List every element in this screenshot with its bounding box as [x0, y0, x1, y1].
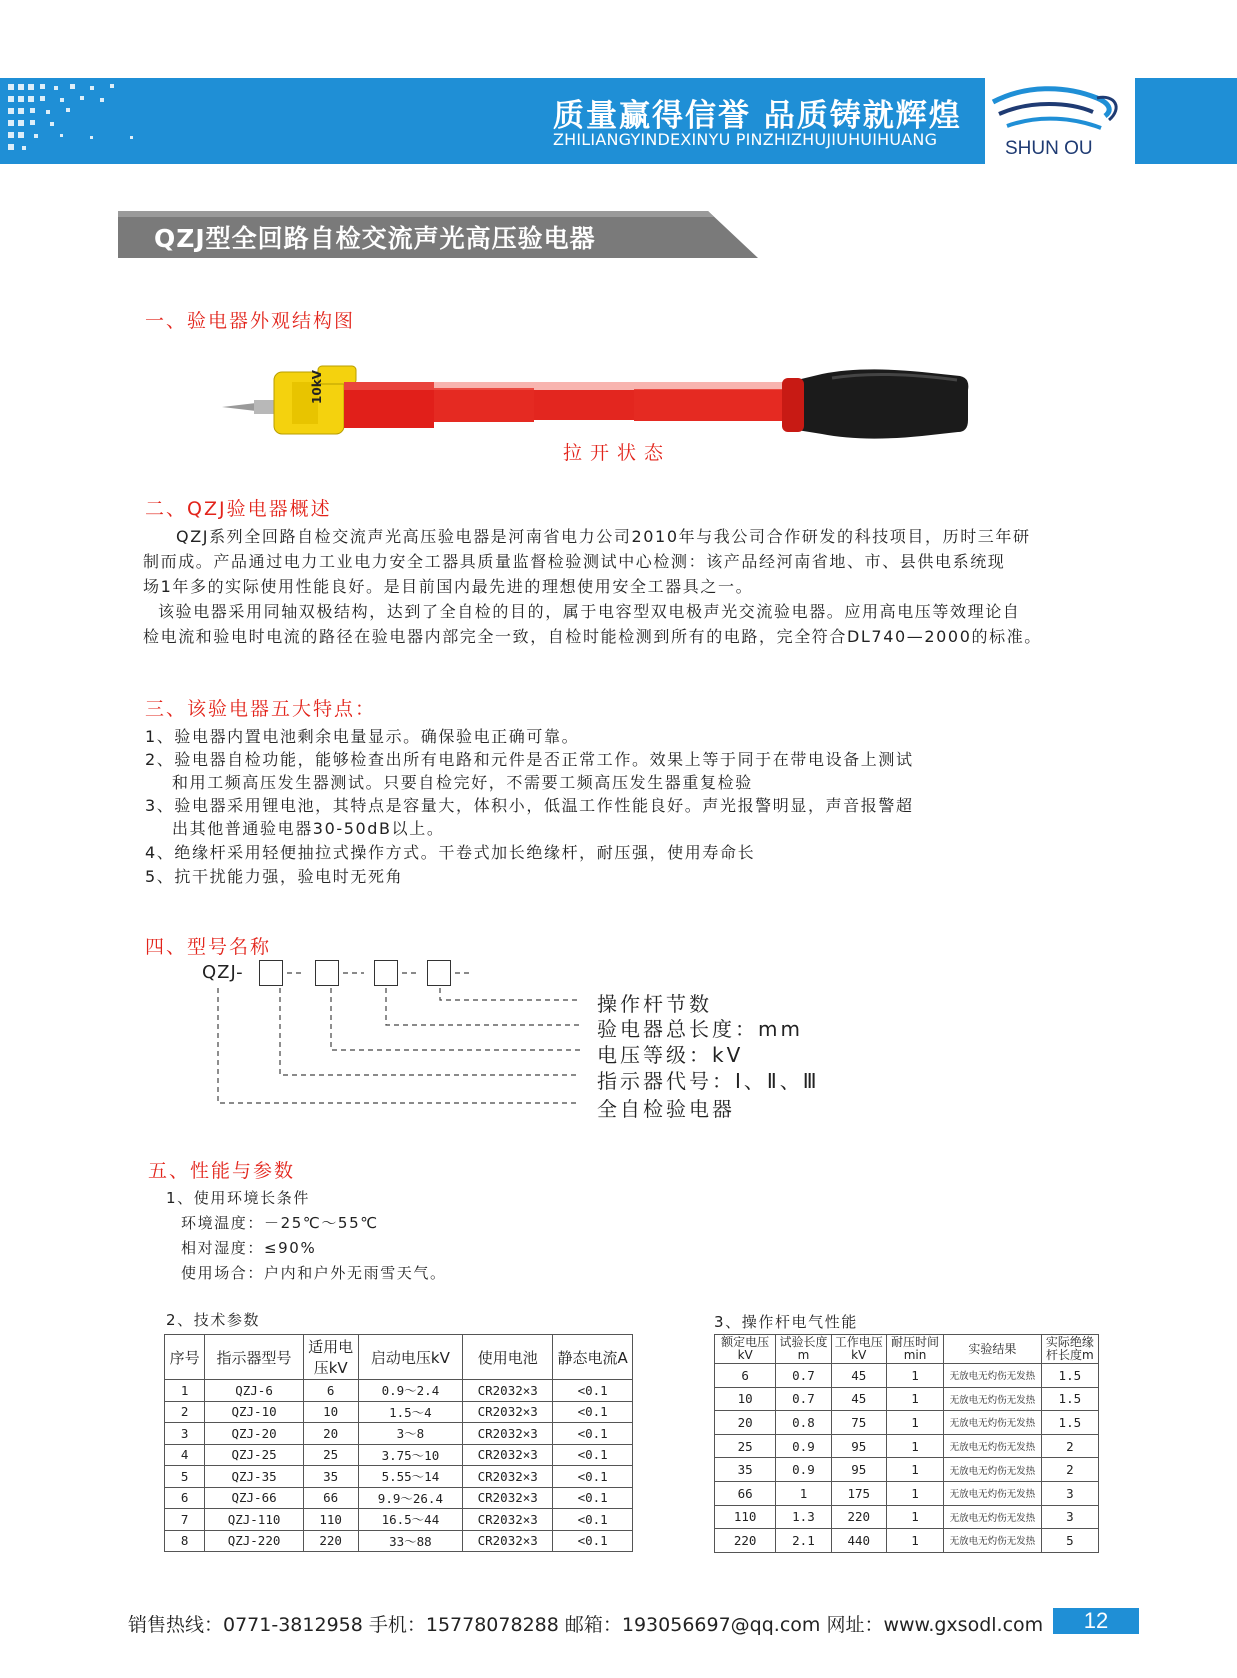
table-cell: 1.5～4 [358, 1401, 463, 1423]
table-cell: 无放电无灼伤无发热 [944, 1411, 1042, 1435]
col-header: 额定电压kV [715, 1335, 776, 1364]
table-cell: 1.5 [1041, 1364, 1098, 1388]
table-cell: 5 [165, 1466, 205, 1488]
table-cell: 4 [165, 1444, 205, 1466]
table-row [715, 1481, 1099, 1505]
logo-text: SHUN OU [1005, 138, 1093, 159]
table-row [715, 1364, 1099, 1388]
product-title: QZJ型全回路自检交流声光高压验电器 [154, 224, 596, 253]
table-row [165, 1401, 633, 1423]
model-label-type: 全自检验电器 [597, 1097, 735, 1121]
table-cell: 25 [303, 1444, 358, 1466]
wave-logo-icon [985, 80, 1135, 140]
rod-performance-table [714, 1334, 1099, 1553]
col-header: 静态电流A [553, 1335, 633, 1380]
table-cell: 1 [886, 1411, 943, 1435]
table-row [165, 1487, 633, 1509]
col-header: 适用电压kV [303, 1335, 358, 1380]
overview-line-5: 检电流和验电时电流的路径在验电器内部完全一致，自检时能检测到所有的电路，完全符合DL740—2000的标准。 [143, 627, 1042, 646]
rod-performance-subheading: 3、操作杆电气性能 [714, 1313, 858, 1331]
col-header: 启动电压kV [358, 1335, 463, 1380]
overview-line-3: 场1年多的实际使用性能良好。是目前国内最先进的理想使用安全工器具之一。 [143, 577, 754, 596]
table-cell: <0.1 [553, 1509, 633, 1531]
model-label-indicator: 指示器代号：Ⅰ、Ⅱ、Ⅲ [597, 1069, 820, 1093]
table-cell: 33～88 [358, 1530, 463, 1552]
table-row [165, 1380, 633, 1402]
table-row [165, 1423, 633, 1445]
slogan-cn: 质量赢得信誉 品质铸就辉煌 [553, 98, 962, 134]
table-cell: 8 [165, 1530, 205, 1552]
table-cell: 9.9～26.4 [358, 1487, 463, 1509]
table-cell: 无放电无灼伤无发热 [944, 1458, 1042, 1482]
table-cell: 5 [1041, 1529, 1098, 1553]
table-cell: CR2032×3 [463, 1509, 553, 1531]
table-cell: 25 [715, 1434, 776, 1458]
table-cell: 220 [831, 1505, 886, 1529]
table-cell: <0.1 [553, 1401, 633, 1423]
table-cell: 75 [831, 1411, 886, 1435]
feature-line-3: 和用工频高压发生器测试。只要自检完好，不需要工频高压发生器重复检验 [172, 773, 753, 792]
section-1-heading: 一、验电器外观结构图 [145, 310, 356, 332]
col-header: 指示器型号 [205, 1335, 303, 1380]
table-cell: 1 [886, 1387, 943, 1411]
table-cell: 2 [1041, 1458, 1098, 1482]
table-cell: 20 [715, 1411, 776, 1435]
table-cell: 0.9 [776, 1458, 831, 1482]
table-row [165, 1530, 633, 1552]
table-cell: CR2032×3 [463, 1444, 553, 1466]
feature-line-5: 出其他普通验电器30-50dB以上。 [172, 819, 445, 838]
section-2-heading: 二、QZJ验电器概述 [145, 498, 332, 520]
table-cell: 1 [165, 1380, 205, 1402]
table-cell: 2 [1041, 1434, 1098, 1458]
table-cell: CR2032×3 [463, 1530, 553, 1552]
table-cell: 无放电无灼伤无发热 [944, 1434, 1042, 1458]
image-caption: 拉开状态 [563, 442, 672, 464]
table-cell: 66 [715, 1481, 776, 1505]
table-cell: 5.55～14 [358, 1466, 463, 1488]
slogan-pinyin: ZHILIANGYINDEXINYU PINZHIZHUJIUHUIHUANG [553, 130, 938, 149]
table-cell: 无放电无灼伤无发热 [944, 1529, 1042, 1553]
table-cell: CR2032×3 [463, 1380, 553, 1402]
overview-line-4: 该验电器采用同轴双极结构，达到了全自检的目的，属于电容型双电极声光交流验电器。应用高电压等效理论自 [158, 602, 1021, 621]
table-cell: <0.1 [553, 1530, 633, 1552]
table-cell: 440 [831, 1529, 886, 1553]
table-cell: 220 [715, 1529, 776, 1553]
section-3-heading: 三、该验电器五大特点： [145, 698, 377, 720]
table-cell: 6 [165, 1487, 205, 1509]
table-cell: 0.9～2.4 [358, 1380, 463, 1402]
table-cell: 3～8 [358, 1423, 463, 1445]
footer-contact: 销售热线：0771-3812958 手机：15778078288 邮箱：193056697@qq.com 网址：www.gxsodl.com [128, 1614, 1044, 1636]
table-cell: 45 [831, 1364, 886, 1388]
table-cell: <0.1 [553, 1423, 633, 1445]
page-number: 12 [1053, 1608, 1139, 1634]
table-cell: 无放电无灼伤无发热 [944, 1364, 1042, 1388]
table-cell: 1.5 [1041, 1411, 1098, 1435]
table-cell: QZJ-10 [205, 1401, 303, 1423]
table-cell: 45 [831, 1387, 886, 1411]
table-header-row [715, 1335, 1099, 1364]
table-cell: 1 [886, 1481, 943, 1505]
table-cell: 10 [715, 1387, 776, 1411]
tech-params-table [164, 1334, 633, 1552]
model-label-voltage: 电压等级：kV [597, 1043, 744, 1067]
table-cell: QZJ-6 [205, 1380, 303, 1402]
col-header: 试验长度m [776, 1335, 831, 1364]
table-cell: 无放电无灼伤无发热 [944, 1505, 1042, 1529]
table-cell: 3 [165, 1423, 205, 1445]
table-cell: 35 [715, 1458, 776, 1482]
col-header: 实验结果 [944, 1335, 1042, 1364]
table-cell: 1 [886, 1458, 943, 1482]
col-header: 耐压时间min [886, 1335, 943, 1364]
table-cell: 20 [303, 1423, 358, 1445]
table-cell: QZJ-220 [205, 1530, 303, 1552]
feature-line-7: 5、抗干扰能力强，验电时无死角 [145, 867, 404, 886]
product-title-bar [118, 211, 758, 258]
table-cell: CR2032×3 [463, 1487, 553, 1509]
feature-line-2: 2、验电器自检功能，能够检查出所有电路和元件是否正常工作。效果上等于同于在带电设备上测试 [145, 750, 914, 769]
table-row [165, 1509, 633, 1531]
table-cell: 110 [303, 1509, 358, 1531]
col-header: 工作电压kV [831, 1335, 886, 1364]
table-cell: 3 [1041, 1505, 1098, 1529]
table-header-row [165, 1335, 633, 1380]
table-cell: 1 [886, 1364, 943, 1388]
table-cell: 3.75～10 [358, 1444, 463, 1466]
col-header: 序号 [165, 1335, 205, 1380]
feature-line-6: 4、绝缘杆采用轻便抽拉式操作方式。干卷式加长绝缘杆，耐压强，使用寿命长 [145, 843, 756, 862]
header-banner [0, 78, 1237, 164]
table-cell: CR2032×3 [463, 1423, 553, 1445]
pixel-decoration [0, 78, 170, 164]
table-cell: 95 [831, 1458, 886, 1482]
table-row [715, 1411, 1099, 1435]
overview-line-1: QZJ系列全回路自检交流声光高压验电器是河南省电力公司2010年与我公司合作研发的科技项目，历时三年研 [176, 527, 1031, 546]
table-cell: 1 [886, 1529, 943, 1553]
table-row [715, 1387, 1099, 1411]
table-cell: 1.5 [1041, 1387, 1098, 1411]
table-cell: 110 [715, 1505, 776, 1529]
table-cell: 无放电无灼伤无发热 [944, 1387, 1042, 1411]
feature-line-4: 3、验电器采用锂电池，其特点是容量大，体积小，低温工作性能良好。声光报警明显，声音报警超 [145, 796, 914, 815]
table-cell: 1 [776, 1481, 831, 1505]
env-conditions-subheading: 1、使用环境长条件 [166, 1189, 310, 1207]
table-cell: 175 [831, 1481, 886, 1505]
table-cell: <0.1 [553, 1466, 633, 1488]
table-cell: 1.3 [776, 1505, 831, 1529]
table-cell: 0.8 [776, 1411, 831, 1435]
model-label-sections: 操作杆节数 [597, 992, 712, 1016]
env-location: 使用场合：户内和户外无雨雪天气。 [181, 1264, 447, 1282]
table-row [715, 1505, 1099, 1529]
electroscope-image [222, 360, 972, 450]
table-cell: 1 [886, 1505, 943, 1529]
col-header: 实际绝缘杆长度m [1041, 1335, 1098, 1364]
table-row [165, 1466, 633, 1488]
overview-line-2: 制而成。产品通过电力工业电力安全工器具质量监督检验测试中心检测：该产品经河南省地、市、县供电系统现 [143, 552, 1006, 571]
table-row [715, 1458, 1099, 1482]
table-cell: 2.1 [776, 1529, 831, 1553]
table-cell: QZJ-66 [205, 1487, 303, 1509]
table-cell: 2 [165, 1401, 205, 1423]
table-cell: CR2032×3 [463, 1401, 553, 1423]
table-cell: 35 [303, 1466, 358, 1488]
table-cell: 0.7 [776, 1364, 831, 1388]
section-5-heading: 五、性能与参数 [148, 1160, 296, 1182]
table-cell: 1 [886, 1434, 943, 1458]
table-cell: 95 [831, 1434, 886, 1458]
col-header: 使用电池 [463, 1335, 553, 1380]
table-cell: 16.5～44 [358, 1509, 463, 1531]
table-cell: 6 [715, 1364, 776, 1388]
model-label-length: 验电器总长度：mm [597, 1017, 803, 1041]
table-cell: CR2032×3 [463, 1466, 553, 1488]
table-cell: 0.7 [776, 1387, 831, 1411]
table-cell: 无放电无灼伤无发热 [944, 1481, 1042, 1505]
table-cell: 6 [303, 1380, 358, 1402]
table-cell: QZJ-25 [205, 1444, 303, 1466]
table-cell: 66 [303, 1487, 358, 1509]
table-cell: 7 [165, 1509, 205, 1531]
table-row [165, 1444, 633, 1466]
table-cell: <0.1 [553, 1380, 633, 1402]
table-cell: 10 [303, 1401, 358, 1423]
section-4-heading: 四、型号名称 [145, 936, 272, 958]
voltage-marking: 10kV [310, 370, 324, 404]
company-logo [985, 78, 1135, 164]
feature-line-1: 1、验电器内置电池剩余电量显示。确保验电正确可靠。 [145, 727, 580, 746]
env-humidity: 相对湿度：≤90% [181, 1239, 317, 1257]
table-cell: QZJ-35 [205, 1466, 303, 1488]
table-cell: <0.1 [553, 1487, 633, 1509]
table-cell: 0.9 [776, 1434, 831, 1458]
table-cell: <0.1 [553, 1444, 633, 1466]
table-cell: 3 [1041, 1481, 1098, 1505]
table-cell: 220 [303, 1530, 358, 1552]
model-code-diagram [200, 960, 620, 1120]
table-cell: QZJ-110 [205, 1509, 303, 1531]
table-row [715, 1434, 1099, 1458]
env-temperature: 环境温度：－25℃～55℃ [181, 1214, 379, 1232]
model-prefix: QZJ- [202, 962, 244, 983]
tech-params-subheading: 2、技术参数 [166, 1311, 261, 1329]
table-row [715, 1529, 1099, 1553]
table-cell: QZJ-20 [205, 1423, 303, 1445]
